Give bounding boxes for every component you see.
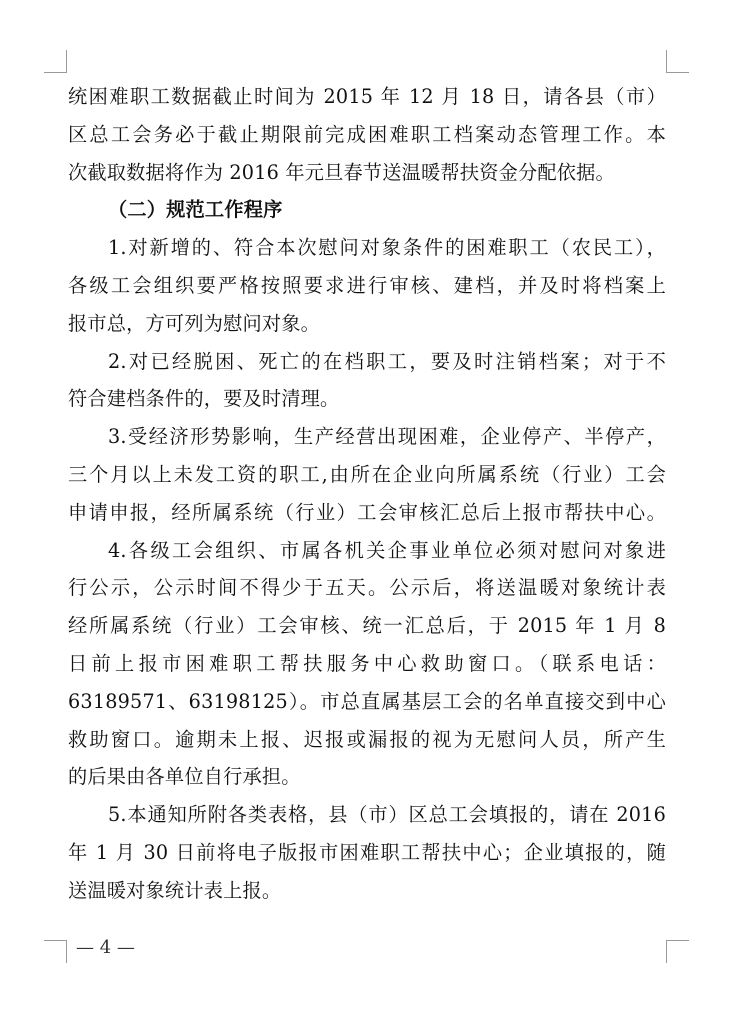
document-body	[68, 78, 666, 910]
paragraph-line: 行公示，公示时间不得少于五天。公示后，将送温暖对象统计表	[68, 576, 666, 600]
paragraph-line: 1.对新增的、符合本次慰问对象条件的困难职工（农民工），	[108, 236, 666, 260]
paragraph-line: 2.对已经脱困、死亡的在档职工，要及时注销档案；对于不	[108, 349, 666, 373]
paragraph-line: 送温暖对象统计表上报。	[68, 878, 282, 902]
paragraph-line: 3.受经济形势影响，生产经营出现困难，企业停产、半停产，	[108, 425, 666, 449]
corner-mark-bottom-left	[44, 940, 67, 963]
paragraph-line: 年 1 月 30 日前将电子版报市困难职工帮扶中心；企业填报的，随	[68, 840, 666, 864]
page-number: — 4 —	[76, 937, 135, 958]
paragraph-line: 4.各级工会组织、市属各机关企事业单位必须对慰问对象进	[108, 538, 666, 562]
paragraph-line: 报市总，方可列为慰问对象。	[68, 311, 321, 335]
paragraph-line: 5.本通知所附各类表格，县（市）区总工会填报的，请在 2016	[108, 803, 666, 827]
section-heading: （二）规范工作程序	[108, 198, 283, 222]
paragraph-line: 各级工会组织要严格按照要求进行审核、建档，并及时将档案上	[68, 273, 666, 297]
paragraph-line: 经所属系统（行业）工会审核、统一汇总后，于 2015 年 1 月 8	[68, 614, 666, 638]
paragraph-line: 的后果由各单位自行承担。	[68, 765, 301, 789]
corner-mark-top-right	[666, 50, 689, 73]
corner-mark-bottom-right	[666, 940, 689, 963]
paragraph-line: 63189571、63198125）。市总直属基层工会的名单直接交到中心	[68, 689, 666, 713]
paragraph-line: 次截取数据将作为 2016 年元旦春节送温暖帮扶资金分配依据。	[68, 160, 615, 184]
paragraph-line: 日前上报市困难职工帮扶服务中心救助窗口。（联系电话：	[68, 651, 666, 675]
paragraph-line: 救助窗口。逾期未上报、迟报或漏报的视为无慰问人员，所产生	[68, 727, 666, 751]
paragraph-line: 符合建档条件的，要及时清理。	[68, 387, 340, 411]
paragraph-line: 统困难职工数据截止时间为 2015 年 12 月 18 日，请各县（市）	[68, 85, 666, 108]
paragraph-line: 申请申报，经所属系统（行业）工会审核汇总后上报市帮扶中心。	[68, 500, 666, 524]
paragraph-line: 三个月以上未发工资的职工,由所在企业向所属系统（行业）工会	[68, 462, 666, 486]
paragraph-line: 区总工会务必于截止期限前完成困难职工档案动态管理工作。本	[68, 122, 666, 146]
corner-mark-top-left	[44, 50, 67, 73]
